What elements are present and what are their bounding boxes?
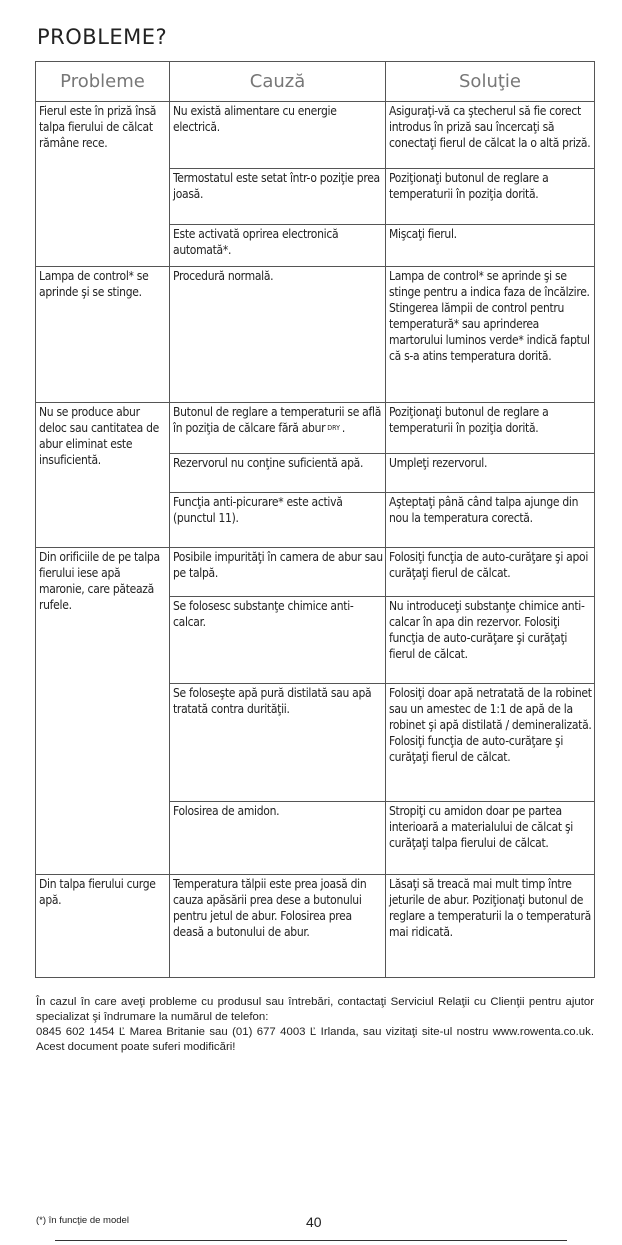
cause-cell: Folosirea de amidon. [170, 802, 386, 875]
page-number: 40 [306, 1214, 322, 1230]
page-title: PROBLEME? [37, 25, 168, 49]
cause-cell: Funcţia anti-picurare* este activă (punctul 11). [170, 493, 386, 548]
cause-cell: Rezervorul nu conţine suficientă apă. [170, 454, 386, 493]
problem-cell: Nu se produce abur deloc sau cantitatea de abur eliminat este insuficientă. [36, 403, 170, 548]
contact-paragraph: În cazul în care aveţi probleme cu produsul sau întrebări, contactaţi Serviciul Relaţii cu Clienţii pentru ajutor specializat şi îndrumare la numărul de telefon: [36, 996, 594, 1023]
bottom-divider [55, 1240, 567, 1241]
troubleshooting-table [35, 61, 595, 978]
solution-cell: Aşteptaţi până când talpa ajunge din nou la temperatura corectă. [386, 493, 595, 548]
problem-cell: Din orificiile de pe talpa fierului iese apă maronie, care pătează rufele. [36, 548, 170, 875]
header-solution: Soluţie [386, 62, 595, 102]
cause-text: Butonul de reglare a temperaturii se află în poziţia de călcare fără abur [173, 405, 382, 435]
solution-cell: Stropiţi cu amidon doar pe partea interioară a materialului de călcat şi curăţaţi talpa fierului de călcat. [386, 802, 595, 875]
cause-suffix: . [341, 421, 346, 435]
cause-cell: Este activată oprirea electronică automată*. [170, 225, 386, 267]
cause-cell: Temperatura tălpii este prea joasă din cauza apăsării prea dese a butonului pentru jetul de abur. Folosirea prea deasă a butonului de abur. [170, 875, 386, 978]
dry-steam-icon: DRY [327, 424, 340, 432]
table-row [36, 875, 595, 978]
solution-cell: Lampa de control* se aprinde şi se stinge pentru a indica faza de încălzire. Stingerea lămpii de control pentru temperatură* sau aprinderea martorului luminos verde* indică faptul că s-a atins temperatura dorită. [386, 267, 595, 403]
cause-cell: Posibile impurităţi în camera de abur sau pe talpă. [170, 548, 386, 597]
solution-cell: Lăsaţi să treacă mai mult timp între jeturile de abur. Poziţionaţi butonul de reglare a temperaturii la o temperatură mai ridicată. [386, 875, 595, 978]
problem-cell: Fierul este în priză însă talpa fierului de călcat rămâne rece. [36, 102, 170, 267]
solution-cell: Poziţionaţi butonul de reglare a temperaturii în poziţia dorită. [386, 169, 595, 225]
cause-cell: Procedură normală. [170, 267, 386, 403]
solution-cell: Mişcaţi fierul. [386, 225, 595, 267]
solution-cell: Poziţionaţi butonul de reglare a temperaturii în poziţia dorită. [386, 403, 595, 454]
solution-cell: Folosiţi funcţia de auto-curăţare şi apoi curăţaţi fierul de călcat. [386, 548, 595, 597]
cause-cell: Se foloseşte apă pură distilată sau apă tratată contra durităţii. [170, 684, 386, 802]
header-problem: Probleme [36, 62, 170, 102]
table-row [36, 267, 595, 403]
footnote: (*) în funcţie de model [36, 1215, 129, 1226]
solution-cell: Folosiţi doar apă netratată de la robinet sau un amestec de 1:1 de apă de la robinet şi apă distilată / demineralizată. Folosiţi funcţia de auto-curăţare şi curăţaţi fierul de călcat. [386, 684, 595, 802]
cause-cell [170, 403, 386, 454]
solution-cell: Asiguraţi-vă ca ştecherul să fie corect introdus în priză sau încercaţi să conectaţi fierul de călcat la o altă priză. [386, 102, 595, 169]
table-row [36, 548, 595, 597]
cause-cell: Termostatul este setat într-o poziţie prea joasă. [170, 169, 386, 225]
cause-cell: Se folosesc substanţe chimice anti-calcar. [170, 597, 386, 684]
phone-paragraph: 0845 602 1454 Ľ Marea Britanie sau (01) 677 4003 Ľ Irlanda, sau vizitaţi site-ul nostru www.rowenta.co.uk. Acest document poate suferi modificări! [36, 1026, 594, 1053]
cause-cell: Nu există alimentare cu energie electrică. [170, 102, 386, 169]
problem-cell: Din talpa fierului curge apă. [36, 875, 170, 978]
solution-cell: Nu introduceţi substanţe chimice anti-calcar în apa din rezervor. Folosiţi funcţia de auto-curăţare şi curăţaţi fierul de călcat. [386, 597, 595, 684]
header-cause: Cauză [170, 62, 386, 102]
table-row [36, 403, 595, 454]
solution-cell: Umpleţi rezervorul. [386, 454, 595, 493]
table-row [36, 102, 595, 169]
customer-service-note [36, 995, 594, 1055]
table-header-row [36, 62, 595, 102]
problem-cell: Lampa de control* se aprinde şi se stinge. [36, 267, 170, 403]
